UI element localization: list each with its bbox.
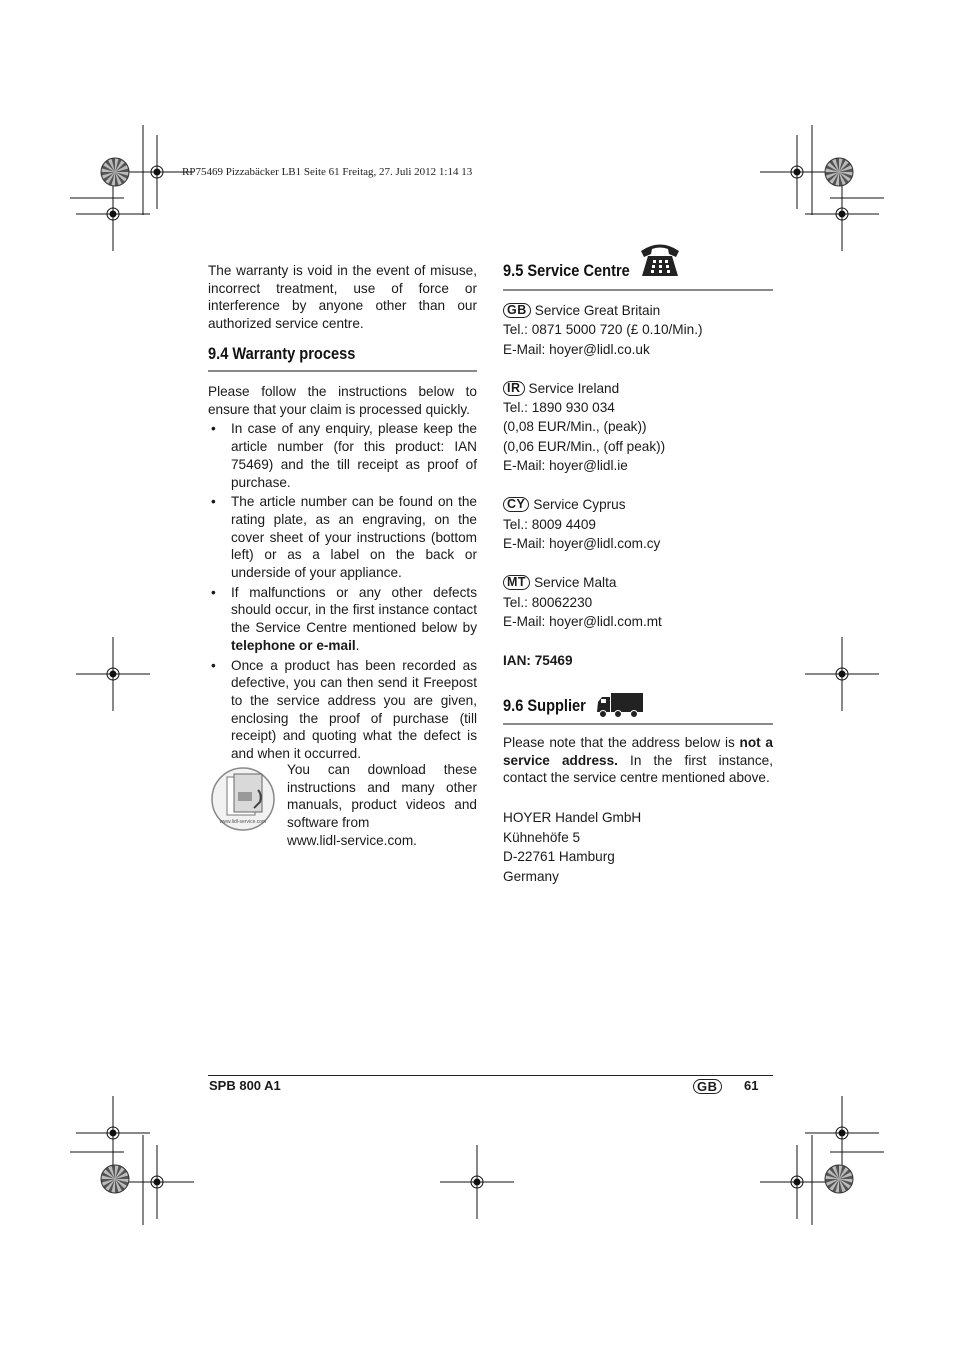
- warranty-void-paragraph: The warranty is void in the event of misuse, incorrect treatment, use of force or interference by anyone other than our authorized service centre.: [208, 263, 477, 332]
- crosshair-mark: [805, 1096, 879, 1170]
- country-badge: CY: [503, 497, 529, 512]
- crosshair-mark: [805, 637, 879, 711]
- download-link[interactable]: www.lidl-service.com.: [287, 833, 417, 848]
- country-badge: GB: [503, 303, 531, 318]
- print-header: RP75469 Pizzabäcker LB1 Seite 61 Freitag, 27. Juli 2012 1:14 13: [182, 166, 473, 178]
- service-entry-cy: CY Service Cyprus Tel.: 8009 4409 E-Mail: hoyer@lidl.com.cy: [503, 497, 661, 551]
- crosshair-mark: [805, 177, 879, 251]
- list-item: • If malfunctions or any other defects should occur, in the first instance contact the Service Centre mentioned below by telephone or e-mail.: [211, 584, 477, 653]
- model-number: SPB 800 A1: [209, 1078, 281, 1093]
- country-badge: IR: [503, 381, 525, 396]
- crosshair-mark: [760, 1145, 834, 1219]
- color-wheel-icon: [824, 157, 854, 187]
- color-wheel-icon: [100, 1164, 130, 1194]
- page-number: 61: [744, 1078, 759, 1093]
- crosshair-mark: [120, 1145, 194, 1219]
- section-divider: [503, 723, 773, 725]
- svg-text:www.lidl-service.com: www.lidl-service.com: [219, 819, 267, 825]
- crosshair-mark: [76, 177, 150, 251]
- ian-number: IAN: 75469: [503, 653, 573, 669]
- list-item: • In case of any enquiry, please keep the article number (for this product: IAN 75469) and the till receipt as proof of purchase.: [211, 421, 477, 490]
- service-entry-gb: GB Service Great Britain Tel.: 0871 5000 720 (£ 0.10/Min.) E-Mail: hoyer@lidl.co.uk: [503, 303, 703, 357]
- supplier-note: Please note that the address below is not a service address. In the first instance, contact the service centre mentioned above.: [503, 735, 773, 786]
- crosshair-mark: [120, 135, 194, 209]
- telephone-icon: [638, 240, 682, 278]
- warranty-process-intro: Please follow the instructions below to ensure that your claim is processed quickly.: [208, 384, 477, 417]
- download-text: You can download these instructions and many other manuals, product videos and software from: [287, 762, 477, 831]
- crosshair-mark: [76, 1096, 150, 1170]
- footer-country-badge: GB: [693, 1079, 726, 1097]
- section-9-4-heading: 9.4 Warranty process: [208, 344, 356, 363]
- service-entry-mt: MT Service Malta Tel.: 80062230 E-Mail: hoyer@lidl.com.mt: [503, 575, 662, 629]
- truck-icon: [596, 692, 644, 720]
- service-centre-list: [503, 301, 773, 670]
- country-badge: MT: [503, 575, 530, 590]
- section-divider: [503, 289, 773, 291]
- color-wheel-icon: [824, 1164, 854, 1194]
- crosshair-mark: [440, 1145, 514, 1219]
- section-divider: [208, 370, 477, 372]
- list-item: • The article number can be found on the rating plate, as an engraving, on the cover sheet of your instructions (bottom left) or as a label on the back or underside of your appliance.: [211, 494, 477, 581]
- color-wheel-icon: [100, 157, 130, 187]
- footer-rule: [208, 1075, 773, 1076]
- crosshair-mark: [76, 637, 150, 711]
- lidl-service-icon: [210, 766, 278, 832]
- list-item: • Once a product has been recorded as defective, you can then send it Freepost to the service address you are given, enclosing the proof of purchase (till receipt) and quoting what the defect is and when it occurred.: [211, 657, 477, 762]
- service-entry-ir: IR Service Ireland Tel.: 1890 930 034 (0,08 EUR/Min., (peak)) (0,06 EUR/Min., (off peak)) E-Mail: hoyer@lidl.ie: [503, 380, 666, 474]
- supplier-address: HOYER Handel GmbH Kühnehöfe 5 D-22761 Hamburg Germany: [503, 810, 642, 884]
- section-9-6-heading: 9.6 Supplier: [503, 696, 586, 715]
- section-9-5-heading: 9.5 Service Centre: [503, 261, 630, 280]
- crosshair-mark: [760, 135, 834, 209]
